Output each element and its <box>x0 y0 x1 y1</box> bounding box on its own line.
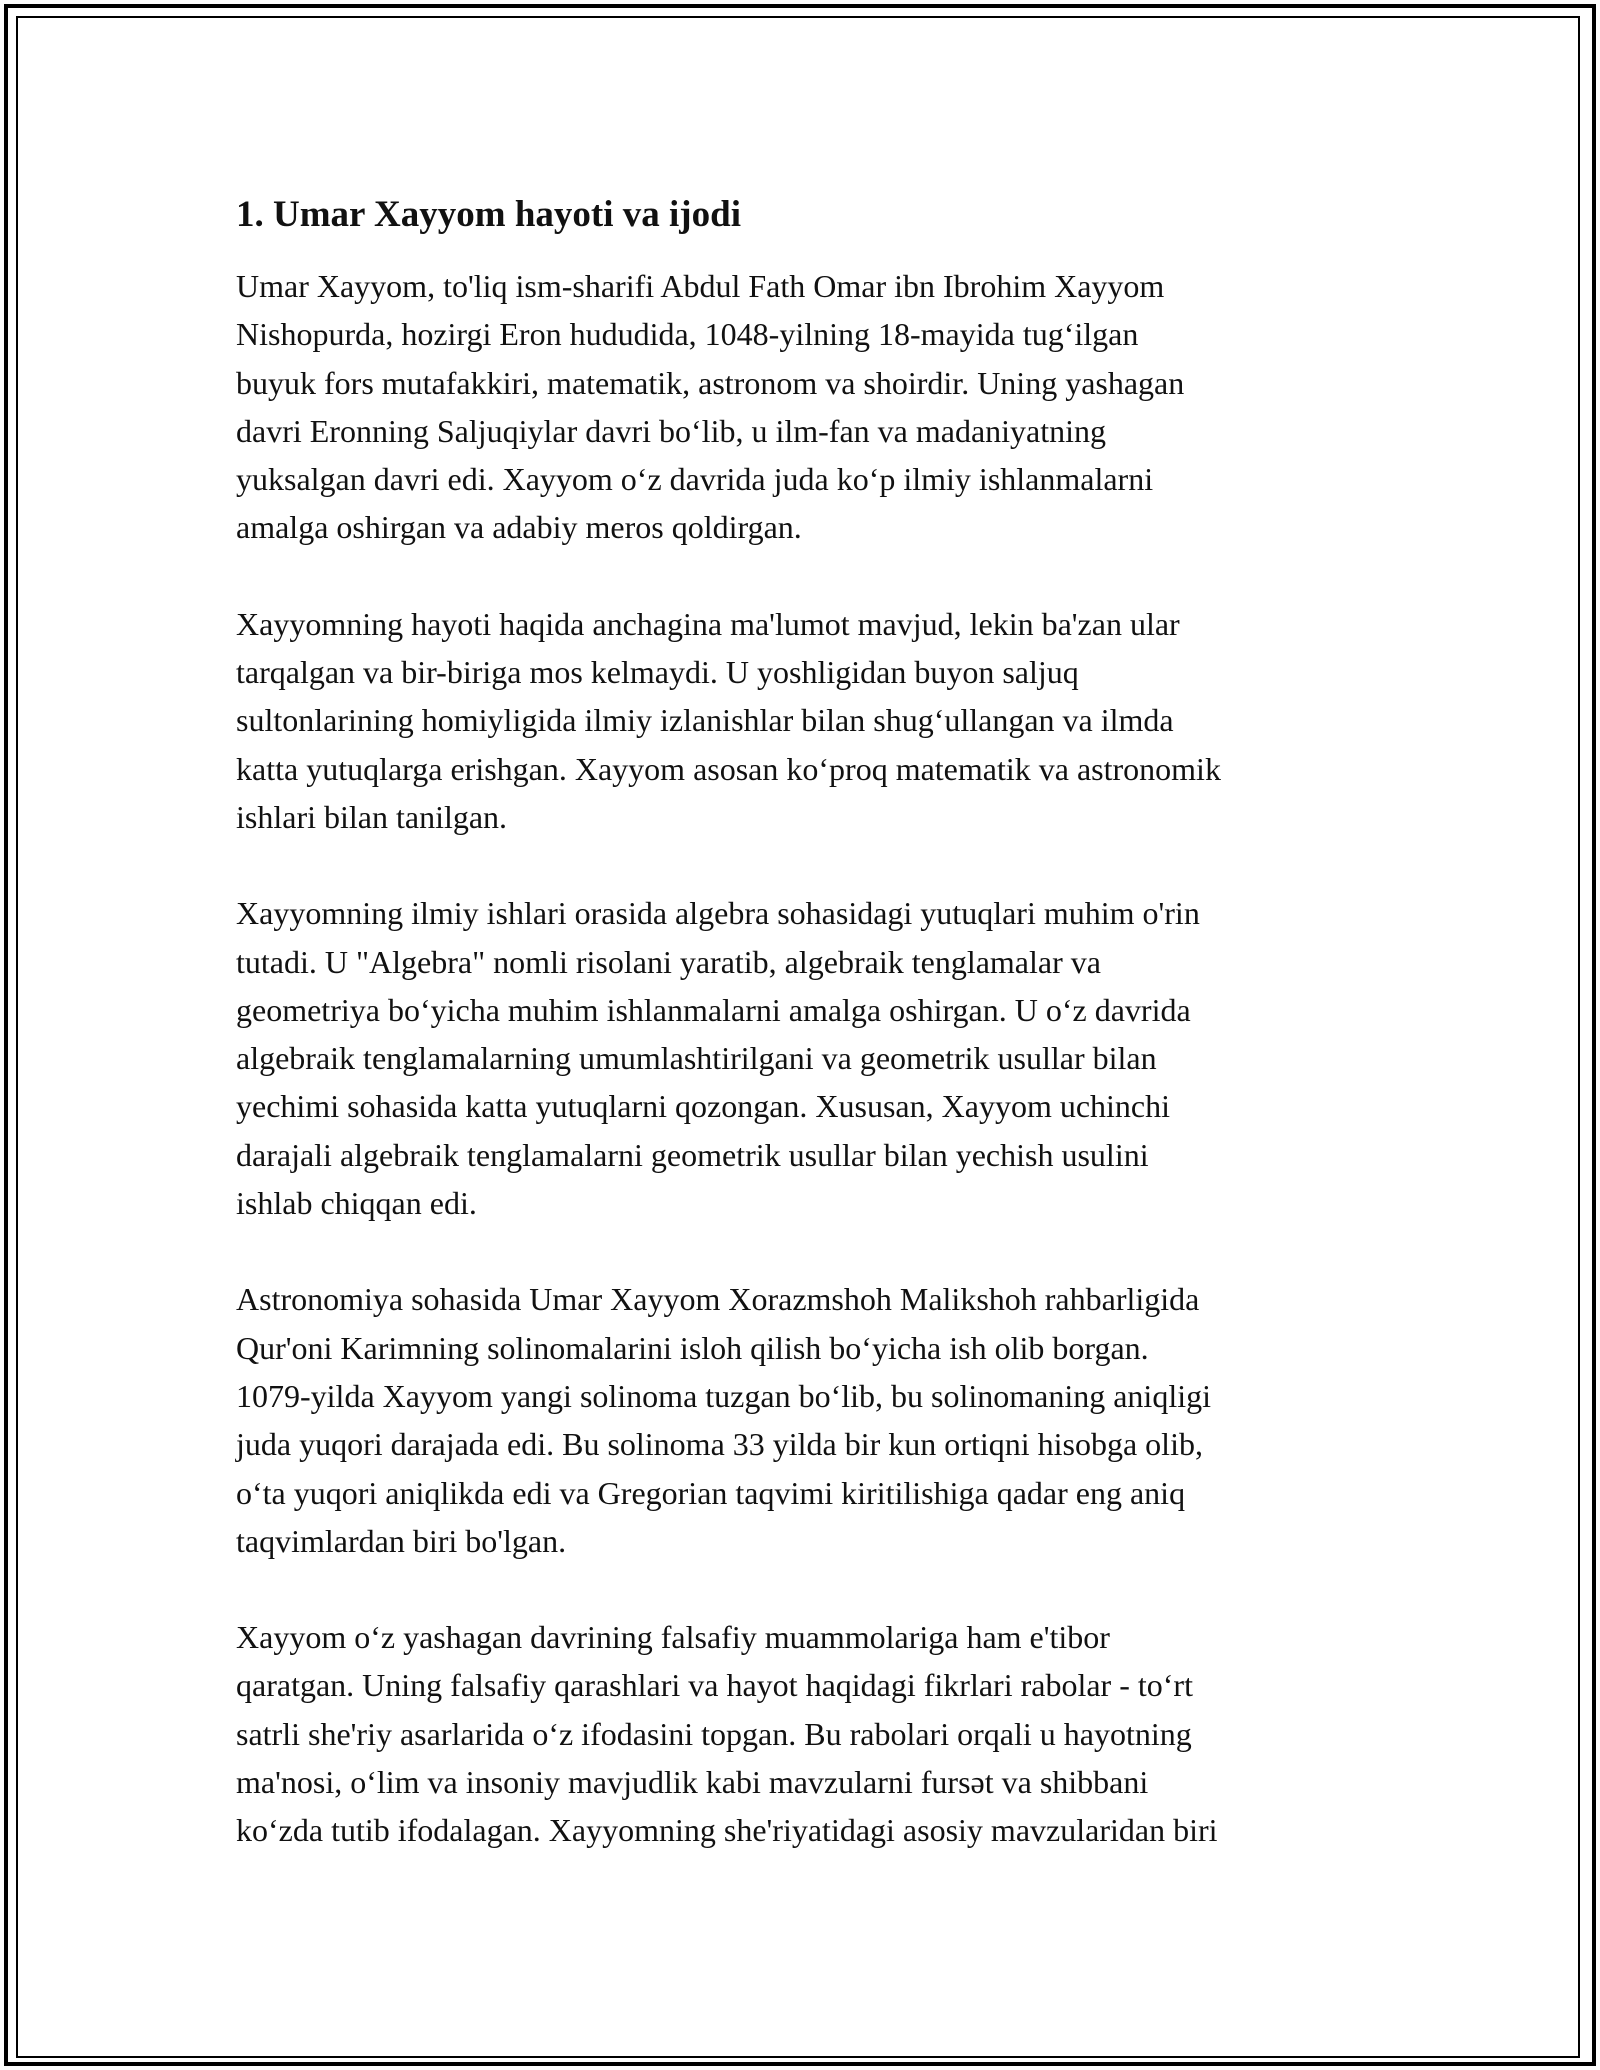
document-body <box>236 190 1376 1903</box>
paragraph-astronomy: Astronomiya sohasida Umar Xayyom Xorazmshoh Malikshoh rahbarligida Qur'oni Karimning solinomalarini isloh qilish bo‘yicha ish olib borgan. 1079-yilda Xayyom yangi solinoma tuzgan bo‘lib, bu solinomaning aniqligi juda yuqori darajada edi. Bu solinoma 33 yilda bir kun ortiqni hisobga olib, o‘ta yuqori aniqlikda edi va Gregorian taqvimi kiritilishiga qadar eng aniq taqvimlardan biri bo'lgan. <box>236 1281 1211 1559</box>
paragraph-philosophy: Xayyom o‘z yashagan davrining falsafiy muammolariga ham e'tibor qaratgan. Uning falsafiy qarashlari va hayot haqidagi fikrlari rabolar - to‘rt satrli she'riy asarlarida o‘z ifodasini topgan. Bu rabolari orqali u hayotning ma'nosi, o‘lim va insoniy mavjudlik kabi mavzularni fursət va shibbani ko‘zda tutib ifodalagan. Xayyomning she'riyatidagi asosiy mavzularidan biri <box>236 1619 1218 1849</box>
paragraph-life: Xayyomning hayoti haqida anchagina ma'lumot mavjud, lekin ba'zan ular tarqalgan va bir-biriga mos kelmaydi. U yoshligidan buyon saljuq sultonlarining homiyligida ilmiy izlanishlar bilan shug‘ullangan va ilmda katta yutuqlarga erishgan. Xayyom asosan ko‘proq matematik va astronomik ishlari bilan tanilgan. <box>236 605 1221 835</box>
section-heading: 1. Umar Xayyom hayoti va ijodi <box>236 194 741 235</box>
paragraph-biography: Umar Xayyom, to'liq ism-sharifi Abdul Fath Omar ibn Ibrohim Xayyom Nishopurda, hozirgi Eron hududida, 1048-yilning 18-mayida tug‘ilgan buyuk fors mutafakkiri, matematik, astronom va shoirdir. Uning yashagan davri Eronning Saljuqiylar davri bo‘lib, u ilm-fan va madaniyatning yuksalgan davri edi. Xayyom o‘z davrida juda ko‘p ilmiy ishlanmalarni amalga oshirgan va adabiy meros qoldirgan. <box>236 268 1185 546</box>
paragraph-algebra: Xayyomning ilmiy ishlari orasida algebra sohasidagi yutuqlari muhim o'rin tutadi. U "Algebra" nomli risolani yaratib, algebraik tenglamalar va geometriya bo‘yicha muhim ishlanmalarni amalga oshirgan. U o‘z davrida algebraik tenglamalarning umumlashtirilgani va geometrik usullar bilan yechimi sohasida katta yutuqlarni qozongan. Xususan, Xayyom uchinchi darajali algebraik tenglamalarni geometrik usullar bilan yechish usulini ishlab chiqqan edi. <box>236 895 1200 1222</box>
